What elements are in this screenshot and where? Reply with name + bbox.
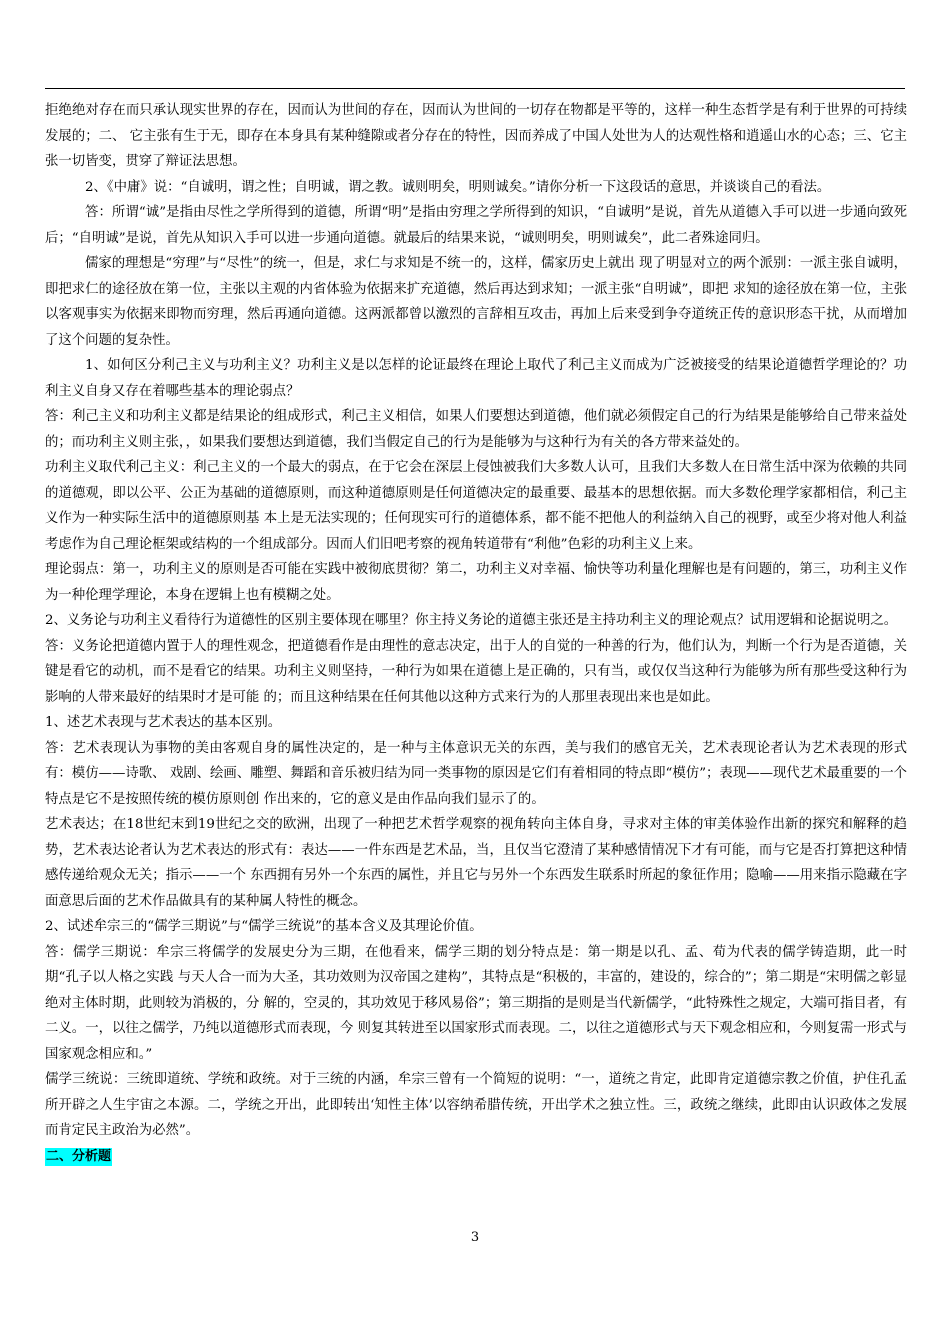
question-paragraph: 1、述艺术表现与艺术表达的基本区别。 (45, 715, 282, 730)
paragraph: 儒学三统说：三统即道统、学统和政统。对于三统的内涵，牟宗三曾有一个简短的说明：“一，道统之肯定，此即肯定道德宗教之价值，护住孔孟所开辟之人生宇宙之本源。二，学统之开出，此即转出‘知性主体’以容纳希腊传统，开出学术之独立性。三，政统之继续，此即由认识政体之发展而肯定民主政治为必然”。 (45, 1072, 907, 1138)
question-paragraph: 2、试述牟宗三的“儒学三期说”与“儒学三统说”的基本含义及其理论价值。 (45, 919, 483, 934)
page-number: 3 (470, 1230, 480, 1245)
question-paragraph: 2、义务论与功利主义看待行为道德性的区别主要体现在哪里？你主持义务论的道德主张还是主持功利主义的理论观点？试用逻辑和论据说明之。 (45, 613, 898, 628)
question-paragraph: 2、《中庸》说：“自诚明，谓之性；自明诚，谓之教。诚则明矣，明则诚矣。”请你分析一下这段话的意思，并谈谈自己的看法。 (85, 179, 831, 195)
paragraph: 拒绝绝对存在而只承认现实世界的存在，因而认为世间的存在，因而认为世间的一切存在物都是平等的，这样一种生态哲学是有利于世界的可持续发展的；二、 它主张有生于无，即存在本身具有某种缝隙或者分存在的特性，因而养成了中国人处世为人的达观性格和逍遥山水的心态；三、它主张一切皆变，贯穿了辩证法思想。 (45, 103, 907, 169)
answer-paragraph: 答：艺术表现认为事物的美由客观自身的属性决定的，是一种与主体意识无关的东西，美与我们的感官无关，艺术表现论者认为艺术表现的形式有：模仿——诗歌、 戏剧、绘画、雕塑、舞蹈和音乐被归结为同一类事物的原因是它们有着相同的特点即“模仿”；表现——现代艺术最重要的一个特点是它不是按照传统的模仿原则创 作出来的，它的意义是由作品向我们显示了的。 (45, 740, 907, 807)
document-body (45, 98, 907, 1169)
answer-paragraph: 答：利己主义和功利主义都是结果论的组成形式，利己主义相信，如果人们要想达到道德，他们就必须假定自己的行为结果是能够给自己带来益处的；而功利主义则主张，，如果我们要想达到道德，我们当假定自己的行为是能够为与这种行为有关的各方带来益处的。 (45, 409, 907, 450)
section-heading: 二、分析题 (46, 1148, 112, 1164)
paragraph: 艺术表达；在18世纪末到19世纪之交的欧洲，出现了一种把艺术哲学观察的视角转向主体自身，寻求对主体的审美体验作出新的探究和解释的趋势，艺术表达论者认为艺术表达的形式有：表达——一件东西是艺术品，当，且仅当它澄清了某种感情情况下才有可能，而与它是否打算把这种情感传递给观众无关；指示——一个 东西拥有另外一个东西的属性，并且它与另外一个东西发生联系时所起的象征作用；隐喻——用来指示隐藏在字面意思后面的艺术作品做具有的某种属人特性的概念。 (45, 817, 907, 909)
answer-paragraph: 答：所谓“诚”是指由尽性之学所得到的道德，所谓“明”是指由穷理之学所得到的知识，“自诚明”是说，首先从道德入手可以进一步通向致死后；“自明诚”是说，首先从知识入手可以进一步通向道德。就最后的结果来说，“诚则明矣，明则诚矣”，此二者殊途同归。 (45, 205, 907, 246)
header-rule (45, 88, 905, 89)
paragraph: 儒家的理想是“穷理”与“尽性”的统一，但是，求仁与求知是不统一的，这样，儒家历史上就出 现了明显对立的两个派别：一派主张自诚明，即把求仁的途径放在第一位，主张以主观的内省体验为依据来扩充道德，然后再达到求知；一派主张“自明诚”，即把 求知的途径放在第一位，主张以客观事实为依据来即物而穷理，然后再通向道德。这两派都曾以激烈的言辞相互攻击，再加上后来受到争夺道统正传的意识形态干扰，从而增加了这个问题的复杂性。 (45, 256, 907, 348)
paragraph: 理论弱点：第一，功利主义的原则是否可能在实践中被彻底贯彻？第二，功利主义对幸福、愉快等功利量化理解也是有问题的，第三，功利主义作为一种伦理学理论，本身在逻辑上也有模糊之处。 (45, 562, 907, 603)
answer-paragraph: 答：儒学三期说：牟宗三将儒学的发展史分为三期，在他看来，儒学三期的划分特点是：第一期是以孔、孟、荀为代表的儒学铸造期，此一时期“孔子以人格之实践 与天人合一而为大圣，其功效则为汉帝国之建构”，其特点是“积极的，丰富的，建设的，综合的”；第二期是“宋明儒之彰显绝对主体时期，此则较为消极的，分 解的，空灵的，其功效见于移风易俗”；第三期指的是则是当代新儒学，“此特殊性之规定，大端可指目者，有二义。一，以往之儒学，乃纯以道德形式而表现，今 则复其转进至以国家形式而表现。二，以往之道德形式与天下观念相应和，今则复需一形式与国家观念相应和。” (45, 944, 907, 1062)
answer-paragraph: 答：义务论把道德内置于人的理性观念，把道德看作是由理性的意志决定，出于人的自觉的一种善的行为，他们认为，判断一个行为是否道德，关键是看它的动机，而不是看它的结果。功利主义则坚持，一种行为如果在道德上是正确的，只有当，或仅仅当这种行为能够为所有那些受这种行为影响的人带来最好的结果时才是可能 的；而且这种结果在任何其他以这种方式来行为的人那里表现出来也是如此。 (45, 638, 907, 705)
paragraph: 功利主义取代利己主义：利己主义的一个最大的弱点，在于它会在深层上侵蚀被我们大多数人认可，且我们大多数人在日常生活中深为依赖的共同的道德观，即以公平、公正为基础的道德原则，而这种道德原则是任何道德决定的最重要、最基本的思想依据。而大多数伦理学家都相信，利己主义作为一种实际生活中的道德原则基 本上是无法实现的；任何现实可行的道德体系，都不能不把他人的利益纳入自己的视野，或至少将对他人利益考虑作为自己理论框架或结构的一个组成部分。因而人们旧吧考察的视角转道带有“利他”色彩的功利主义上来。 (45, 460, 907, 552)
question-paragraph: 1、如何区分利己主义与功利主义？功利主义是以怎样的论证最终在理论上取代了利己主义而成为广泛被接受的结果论道德哲学理论的？功利主义自身又存在着哪些基本的理论弱点？ (45, 358, 907, 399)
